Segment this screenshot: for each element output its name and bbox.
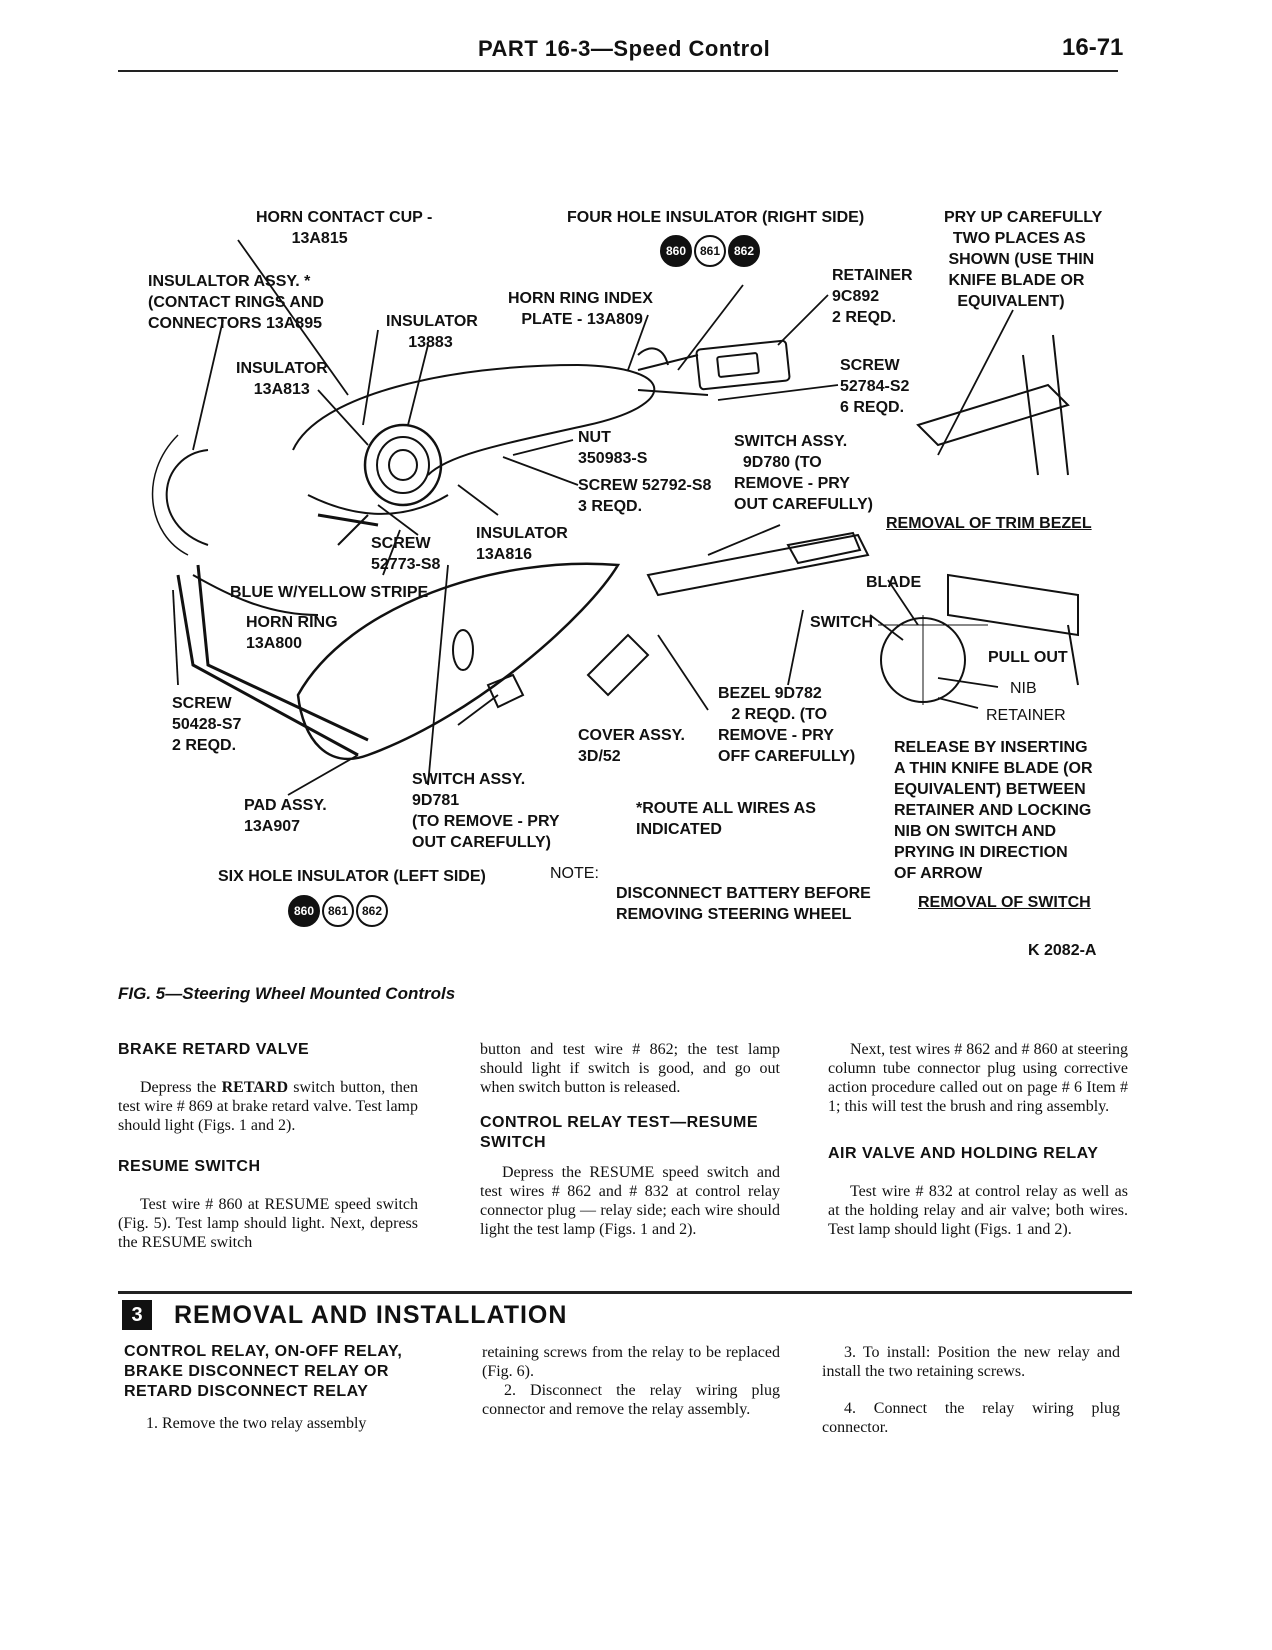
label-retainer-9c892: RETAINER 9C892 2 REQD. bbox=[832, 267, 913, 326]
paragraph-air-valve bbox=[828, 1182, 1128, 1239]
label-nut-350983: NUT 350983-S bbox=[578, 429, 648, 467]
paragraph-brake-retard bbox=[118, 1078, 418, 1135]
wire-badge-862: 862 bbox=[356, 895, 388, 927]
text-span: switch button, then test wire # 869 at brake retard valve. Test lamp should light (Figs. 1 and 2). bbox=[118, 1079, 418, 1134]
wire-badge-860: 860 bbox=[660, 235, 692, 267]
paragraph-text: 1. Remove the two relay assembly bbox=[146, 1415, 367, 1432]
paragraph-resume-switch bbox=[118, 1195, 418, 1252]
wire-badge-861: 861 bbox=[694, 235, 726, 267]
figure-5 bbox=[118, 195, 1118, 965]
step-1 bbox=[124, 1414, 434, 1433]
column-2 bbox=[480, 1040, 780, 1239]
label-blade: BLADE bbox=[866, 574, 922, 591]
label-release-instructions: RELEASE BY INSERTING A THIN KNIFE BLADE (OR EQUIVALENT) BETWEEN RETAINER AND LOCKING NIB ON SWITCH AND PRYING IN DIRECTION OF ARROW bbox=[894, 739, 1093, 882]
label-screw-52773: SCREW 52773-S8 bbox=[371, 535, 441, 573]
label-six-hole-insulator: SIX HOLE INSULATOR (LEFT SIDE) bbox=[218, 868, 486, 885]
label-switch-assy-9d780: SWITCH ASSY. 9D780 (TO REMOVE - PRY OUT CAREFULLY) bbox=[734, 433, 873, 513]
section-title: REMOVAL AND INSTALLATION bbox=[174, 1300, 568, 1329]
heading-air-valve-holding-relay: AIR VALVE AND HOLDING RELAY bbox=[828, 1145, 1099, 1162]
paragraph-test-wire-862 bbox=[480, 1040, 780, 1097]
section-column-3 bbox=[822, 1343, 1120, 1437]
label-blue-yellow-stripe: BLUE W/YELLOW STRIPE bbox=[230, 584, 429, 601]
label-disconnect-battery: DISCONNECT BATTERY BEFORE REMOVING STEERING WHEEL bbox=[616, 885, 871, 923]
page-number: 16-71 bbox=[1062, 34, 1124, 61]
label-bezel-9d782: BEZEL 9D782 2 REQD. (TO REMOVE - PRY OFF CAREFULLY) bbox=[718, 685, 856, 765]
step-1-continued bbox=[482, 1343, 780, 1419]
column-1 bbox=[118, 1040, 418, 1252]
label-horn-ring-index-plate: HORN RING INDEX PLATE - 13A809 bbox=[508, 290, 653, 328]
section-rule bbox=[118, 1291, 1132, 1294]
heading-brake-retard-valve: BRAKE RETARD VALVE bbox=[118, 1041, 310, 1058]
label-note: NOTE: bbox=[550, 865, 599, 882]
label-pull-out: PULL OUT bbox=[988, 649, 1068, 666]
label-insulator-assy: INSULALTOR ASSY. * (CONTACT RINGS AND CONNECTORS 13A895 bbox=[148, 273, 324, 332]
paragraph-text: Next, test wires # 862 and # 860 at steering column tube connector plug using corrective action procedure called out on page # 6 Item # 1; this will test the brush and ring assembly. bbox=[828, 1041, 1128, 1115]
paragraph-text: Test wire # 832 at control relay as well as at the holding relay and air valve; both wires. Test lamp should light (Figs. 1 and 2). bbox=[828, 1183, 1128, 1238]
step-4 bbox=[822, 1399, 1120, 1437]
label-removal-of-switch: REMOVAL OF SWITCH bbox=[918, 894, 1091, 911]
figure-code: K 2082-A bbox=[1028, 942, 1097, 959]
label-screw-52792: SCREW 52792-S8 3 REQD. bbox=[578, 477, 712, 515]
paragraph-test-wires-862-860 bbox=[828, 1040, 1128, 1116]
running-header-title: PART 16-3—Speed Control bbox=[478, 36, 771, 61]
label-switch-assy-9d781: SWITCH ASSY. 9D781 (TO REMOVE - PRY OUT CAREFULLY) bbox=[412, 771, 560, 851]
paragraph-text: Test wire # 860 at RESUME speed switch (Fig. 5). Test lamp should light. Next, depress the RESUME switch bbox=[118, 1196, 418, 1251]
paragraph-text: Depress the RESUME speed switch and test wires # 862 and # 832 at control relay connector plug — relay side; each wire should light the test lamp (Figs. 1 and 2). bbox=[480, 1164, 780, 1238]
paragraph-text: 2. Disconnect the relay wiring plug connector and remove the relay assembly. bbox=[482, 1382, 780, 1418]
label-route-wires: *ROUTE ALL WIRES AS INDICATED bbox=[636, 800, 816, 838]
section-number-badge: 3 bbox=[122, 1300, 152, 1330]
wire-badge-862: 862 bbox=[728, 235, 760, 267]
figure-caption: FIG. 5—Steering Wheel Mounted Controls bbox=[118, 984, 456, 1003]
paragraph-text: retaining screws from the relay to be replaced (Fig. 6). bbox=[482, 1344, 780, 1380]
step-3 bbox=[822, 1343, 1120, 1381]
label-retainer-small: RETAINER bbox=[986, 707, 1066, 724]
heading-resume-switch: RESUME SWITCH bbox=[118, 1158, 261, 1175]
label-cover-assy: COVER ASSY. 3D/52 bbox=[578, 727, 685, 765]
text-span: Depress the bbox=[140, 1079, 222, 1096]
label-horn-contact-cup: HORN CONTACT CUP - 13A815 bbox=[256, 209, 433, 247]
label-screw-52784: SCREW 52784-S2 6 REQD. bbox=[840, 357, 910, 416]
label-insulator-13a816: INSULATOR 13A816 bbox=[476, 525, 568, 563]
retard-keyword: RETARD bbox=[221, 1079, 288, 1096]
label-screw-50428: SCREW 50428-S7 2 REQD. bbox=[172, 695, 242, 754]
paragraph-text: button and test wire # 862; the test lamp should light if switch is good, and go out when switch button is released. bbox=[480, 1041, 780, 1096]
label-four-hole-insulator: FOUR HOLE INSULATOR (RIGHT SIDE) bbox=[567, 209, 865, 226]
column-3 bbox=[828, 1040, 1128, 1239]
label-insulator-13a813: INSULATOR 13A813 bbox=[236, 360, 328, 398]
section-column-2 bbox=[482, 1343, 780, 1419]
paragraph-text: 4. Connect the relay wiring plug connector. bbox=[822, 1400, 1120, 1436]
label-nib: NIB bbox=[1010, 680, 1037, 697]
label-insulator-13883: INSULATOR 13883 bbox=[386, 313, 478, 351]
label-horn-ring: HORN RING 13A800 bbox=[246, 614, 338, 652]
header-rule bbox=[118, 70, 1118, 72]
label-pry-up-carefully: PRY UP CAREFULLY TWO PLACES AS SHOWN (USE THIN KNIFE BLADE OR EQUIVALENT) bbox=[944, 209, 1103, 310]
heading-control-relay-test: CONTROL RELAY TEST—RESUME SWITCH bbox=[480, 1114, 759, 1151]
section-column-1 bbox=[124, 1342, 434, 1433]
four-hole-wire-badges bbox=[660, 235, 762, 267]
wire-badge-860: 860 bbox=[288, 895, 320, 927]
wire-badge-861: 861 bbox=[322, 895, 354, 927]
paragraph-text: 3. To install: Position the new relay and install the two retaining screws. bbox=[822, 1344, 1120, 1380]
label-removal-of-trim-bezel: REMOVAL OF TRIM BEZEL bbox=[886, 515, 1092, 532]
six-hole-wire-badges bbox=[288, 895, 390, 927]
section-heading bbox=[122, 1300, 567, 1330]
paragraph-control-relay-test bbox=[480, 1163, 780, 1239]
heading-control-relay-removal: CONTROL RELAY, ON-OFF RELAY, BRAKE DISCONNECT RELAY OR RETARD DISCONNECT RELAY bbox=[124, 1343, 403, 1400]
label-pad-assy: PAD ASSY. 13A907 bbox=[244, 797, 327, 835]
label-switch: SWITCH bbox=[810, 614, 874, 631]
